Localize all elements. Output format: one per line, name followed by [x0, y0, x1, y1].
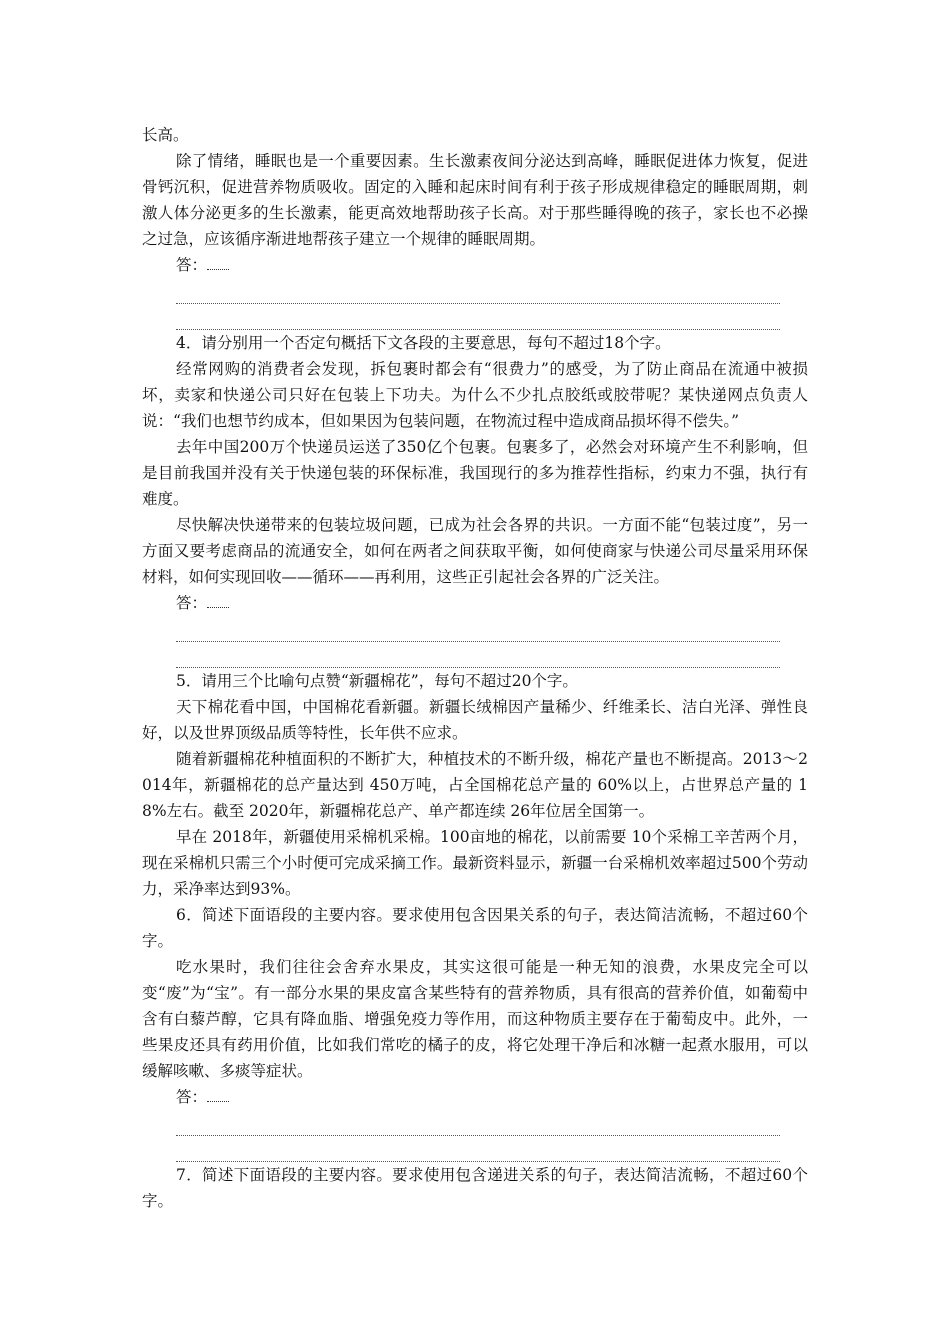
q5-paragraph-1: 天下棉花看中国，中国棉花看新疆。新疆长绒棉因产量稀少、纤维柔长、洁白光泽、弹性良好，以及世界顶级品质等特性，长年供不应求。	[142, 698, 808, 742]
q4-paragraph-2: 去年中国200万个快递员运送了350亿个包裹。包裹多了，必然会对环境产生不利影响，但是目前我国并没有关于快递包装的环保标准，我国现行的多为推荐性指标，约束力不强，执行有难度。	[142, 438, 808, 508]
answer-line-q6[interactable]	[142, 1084, 808, 1110]
answer-rule[interactable]	[176, 304, 780, 330]
top-fragment: 长高。	[142, 126, 189, 144]
q6-paragraph: 吃水果时，我们往往会舍弃水果皮，其实这很可能是一种无知的浪费，水果皮完全可以变“废”为“宝”。有一部分水果的果皮富含某些特有的营养物质，具有很高的营养价值，如葡萄中含有白藜芦醇，它具有降血脂、增强免疫力等作用，而这种物质主要存在于葡萄皮中。此外，一些果皮还具有药用价值，比如我们常吃的橘子的皮，将它处理干净后和冰糖一起煮水服用，可以缓解咳嗽、多痰等症状。	[142, 958, 808, 1080]
answer-rule[interactable]	[176, 642, 780, 668]
document-page	[142, 122, 808, 1214]
answer-rule[interactable]	[176, 1110, 780, 1136]
answer-label: 答：	[176, 594, 208, 612]
q4-paragraph-1: 经常网购的消费者会发现，拆包裹时都会有“很费力”的感受，为了防止商品在流通中被损坏，卖家和快递公司只好在包装上下功夫。为什么不少扎点胶纸或胶带呢？某快递网点负责人说：“我们也想节约成本，但如果因为包装问题，在物流过程中造成商品损坏得不偿失。”	[142, 360, 808, 430]
q4-paragraph-3: 尽快解决快递带来的包装垃圾问题，已成为社会各界的共识。一方面不能“包装过度”，另一方面又要考虑商品的流通安全，如何在两者之间获取平衡，如何使商家与快递公司尽量采用环保材料，如何实现回收——循环——再利用，这些正引起社会各界的广泛关注。	[142, 516, 808, 586]
answer-label: 答：	[176, 1088, 208, 1106]
question-6: 6．简述下面语段的主要内容。要求使用包含因果关系的句子，表达简洁流畅，不超过60个字。	[142, 906, 808, 950]
answer-line-sleep[interactable]	[142, 252, 808, 278]
answer-label: 答：	[176, 256, 208, 274]
answer-rule[interactable]	[176, 616, 780, 642]
answer-rule[interactable]	[176, 1136, 780, 1162]
q5-paragraph-3: 早在 2018年，新疆使用采棉机采棉。100亩地的棉花，以前需要 10个采棉工辛苦两个月，现在采棉机只需三个小时便可完成采摘工作。最新资料显示，新疆一台采棉机效率超过500个劳动力，采净率达到93%。	[142, 828, 808, 898]
answer-line-q4[interactable]	[142, 590, 808, 616]
answer-rule[interactable]	[176, 278, 780, 304]
question-7: 7．简述下面语段的主要内容。要求使用包含递进关系的句子，表达简洁流畅，不超过60个字。	[142, 1166, 808, 1210]
q5-paragraph-2: 随着新疆棉花种植面积的不断扩大，种植技术的不断升级，棉花产量也不断提高。2013～2014年，新疆棉花的总产量达到 450万吨，占全国棉花总产量的 60%以上，占世界总产量的 18%左右。截至 2020年，新疆棉花总产、单产都连续 26年位居全国第一。	[142, 750, 808, 820]
answer-blank[interactable]	[207, 1087, 229, 1102]
answer-blank[interactable]	[207, 593, 229, 608]
sleep-paragraph: 除了情绪，睡眠也是一个重要因素。生长激素夜间分泌达到高峰，睡眠促进体力恢复，促进骨钙沉积，促进营养物质吸收。固定的入睡和起床时间有利于孩子形成规律稳定的睡眠周期，刺激人体分泌更多的生长激素，能更高效地帮助孩子长高。对于那些睡得晚的孩子，家长也不必操之过急，应该循序渐进地帮孩子建立一个规律的睡眠周期。	[142, 152, 808, 248]
question-5: 5．请用三个比喻句点赞“新疆棉花”，每句不超过20个字。	[176, 672, 578, 690]
answer-blank[interactable]	[207, 255, 229, 270]
question-4: 4．请分别用一个否定句概括下文各段的主要意思，每句不超过18个字。	[176, 334, 671, 352]
